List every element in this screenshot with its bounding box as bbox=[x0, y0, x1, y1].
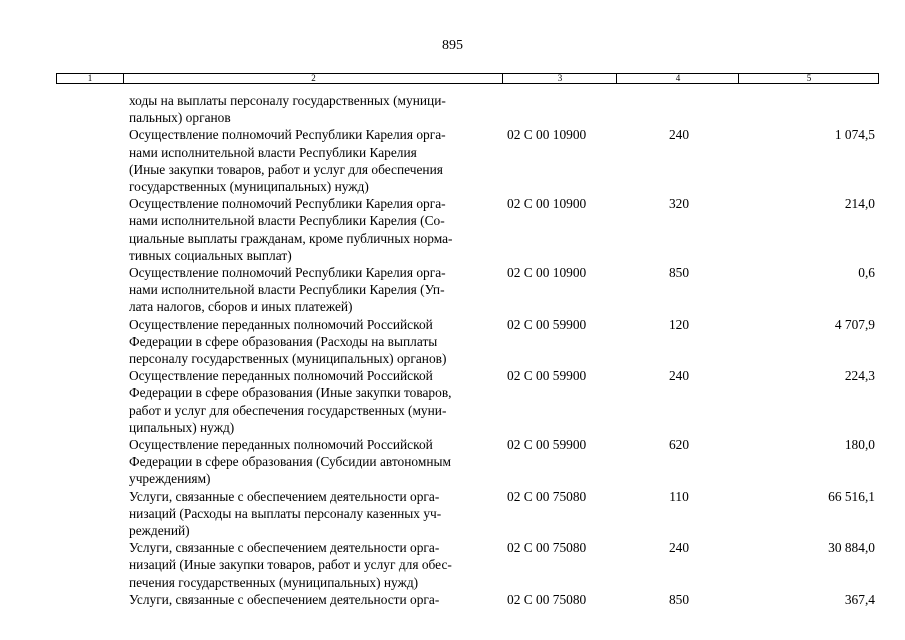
row-description: ходы на выплаты персоналу государственных (муници- пальных) органов bbox=[129, 93, 446, 126]
row-description: Осуществление переданных полномочий Российской Федерации в сфере образования (Субсидии автономным учреждениям) bbox=[129, 437, 451, 487]
row-description: Услуги, связанные с обеспечением деятельности орга- низаций (Иные закупки товаров, работ и услуг для обес- печения государственных (муниципальных) нужд) bbox=[129, 540, 452, 590]
row-description: Услуги, связанные с обеспечением деятельности орга- низаций (Расходы на выплаты персоналу казенных уч- реждений) bbox=[129, 488, 442, 539]
row-description: Осуществление полномочий Республики Карелия орга- нами исполнительной власти Республики Карелия (Со- циальные выплаты гражданам, кроме публичных норма- тивных социальных выплат) bbox=[129, 196, 453, 263]
header-col-3: 3 bbox=[502, 74, 617, 83]
row-amount: 0,6 bbox=[858, 265, 875, 281]
row-expense-type: 240 bbox=[668, 540, 690, 556]
row-amount: 66 516,1 bbox=[828, 488, 875, 504]
row-code: 02 С 00 75080 bbox=[507, 591, 587, 607]
row-code: 02 С 00 10900 bbox=[507, 196, 587, 212]
row-description: Услуги, связанные с обеспечением деятельности орга- bbox=[129, 591, 440, 607]
row-expense-type: 240 bbox=[668, 127, 690, 143]
row-code: 02 С 00 75080 bbox=[507, 488, 587, 504]
table-row bbox=[0, 126, 905, 195]
row-expense-type: 850 bbox=[668, 591, 690, 607]
row-amount: 367,4 bbox=[844, 591, 875, 607]
table-row bbox=[0, 316, 905, 368]
row-amount: 1 074,5 bbox=[834, 127, 875, 143]
table-row bbox=[0, 436, 905, 488]
table-row bbox=[0, 591, 905, 608]
row-expense-type: 110 bbox=[669, 488, 689, 504]
row-expense-type: 240 bbox=[668, 368, 690, 384]
row-code: 02 С 00 59900 bbox=[507, 368, 587, 384]
row-code: 02 С 00 59900 bbox=[507, 316, 587, 332]
row-code: 02 С 00 10900 bbox=[507, 265, 587, 281]
row-description: Осуществление полномочий Республики Карелия орга- нами исполнительной власти Республики Карелия (Уп- лата налогов, сборов и иных платежей) bbox=[129, 265, 446, 315]
header-col-4: 4 bbox=[616, 74, 739, 83]
table-row bbox=[0, 195, 905, 264]
table-row bbox=[0, 367, 905, 436]
row-code: 02 С 00 10900 bbox=[507, 127, 587, 143]
row-expense-type: 320 bbox=[668, 196, 690, 212]
table-body bbox=[0, 92, 905, 608]
row-expense-type: 620 bbox=[668, 437, 690, 453]
table-row bbox=[0, 264, 905, 316]
row-code: 02 С 00 75080 bbox=[507, 540, 587, 556]
header-col-1: 1 bbox=[87, 73, 93, 83]
header-col-2: 2 bbox=[123, 74, 503, 83]
row-description: Осуществление переданных полномочий Российской Федерации в сфере образования (Расходы на выплаты персоналу государственных (муниципальных) органов) bbox=[129, 316, 447, 367]
row-amount: 4 707,9 bbox=[834, 316, 875, 332]
row-amount: 180,0 bbox=[844, 437, 875, 453]
page-number: 895 bbox=[442, 38, 463, 53]
row-amount: 224,3 bbox=[844, 368, 875, 384]
table-row bbox=[0, 539, 905, 591]
row-description: Осуществление переданных полномочий Российской Федерации в сфере образования (Иные закупки товаров, работ и услуг для обеспечения государственных (муни- ципальных) нужд) bbox=[129, 368, 452, 435]
row-expense-type: 850 bbox=[668, 265, 690, 281]
table-row bbox=[0, 92, 905, 126]
table-row bbox=[0, 488, 905, 540]
row-description: Осуществление полномочий Республики Карелия орга- нами исполнительной власти Республики Карелия (Иные закупки товаров, работ и услуг для обеспечения государственных (муниципальных) нужд) bbox=[129, 127, 446, 195]
row-amount: 214,0 bbox=[844, 196, 875, 212]
row-code: 02 С 00 59900 bbox=[507, 437, 587, 453]
row-amount: 30 884,0 bbox=[828, 540, 875, 556]
header-col-5: 5 bbox=[738, 74, 879, 83]
table-header-row bbox=[56, 73, 879, 84]
row-expense-type: 120 bbox=[668, 316, 690, 332]
